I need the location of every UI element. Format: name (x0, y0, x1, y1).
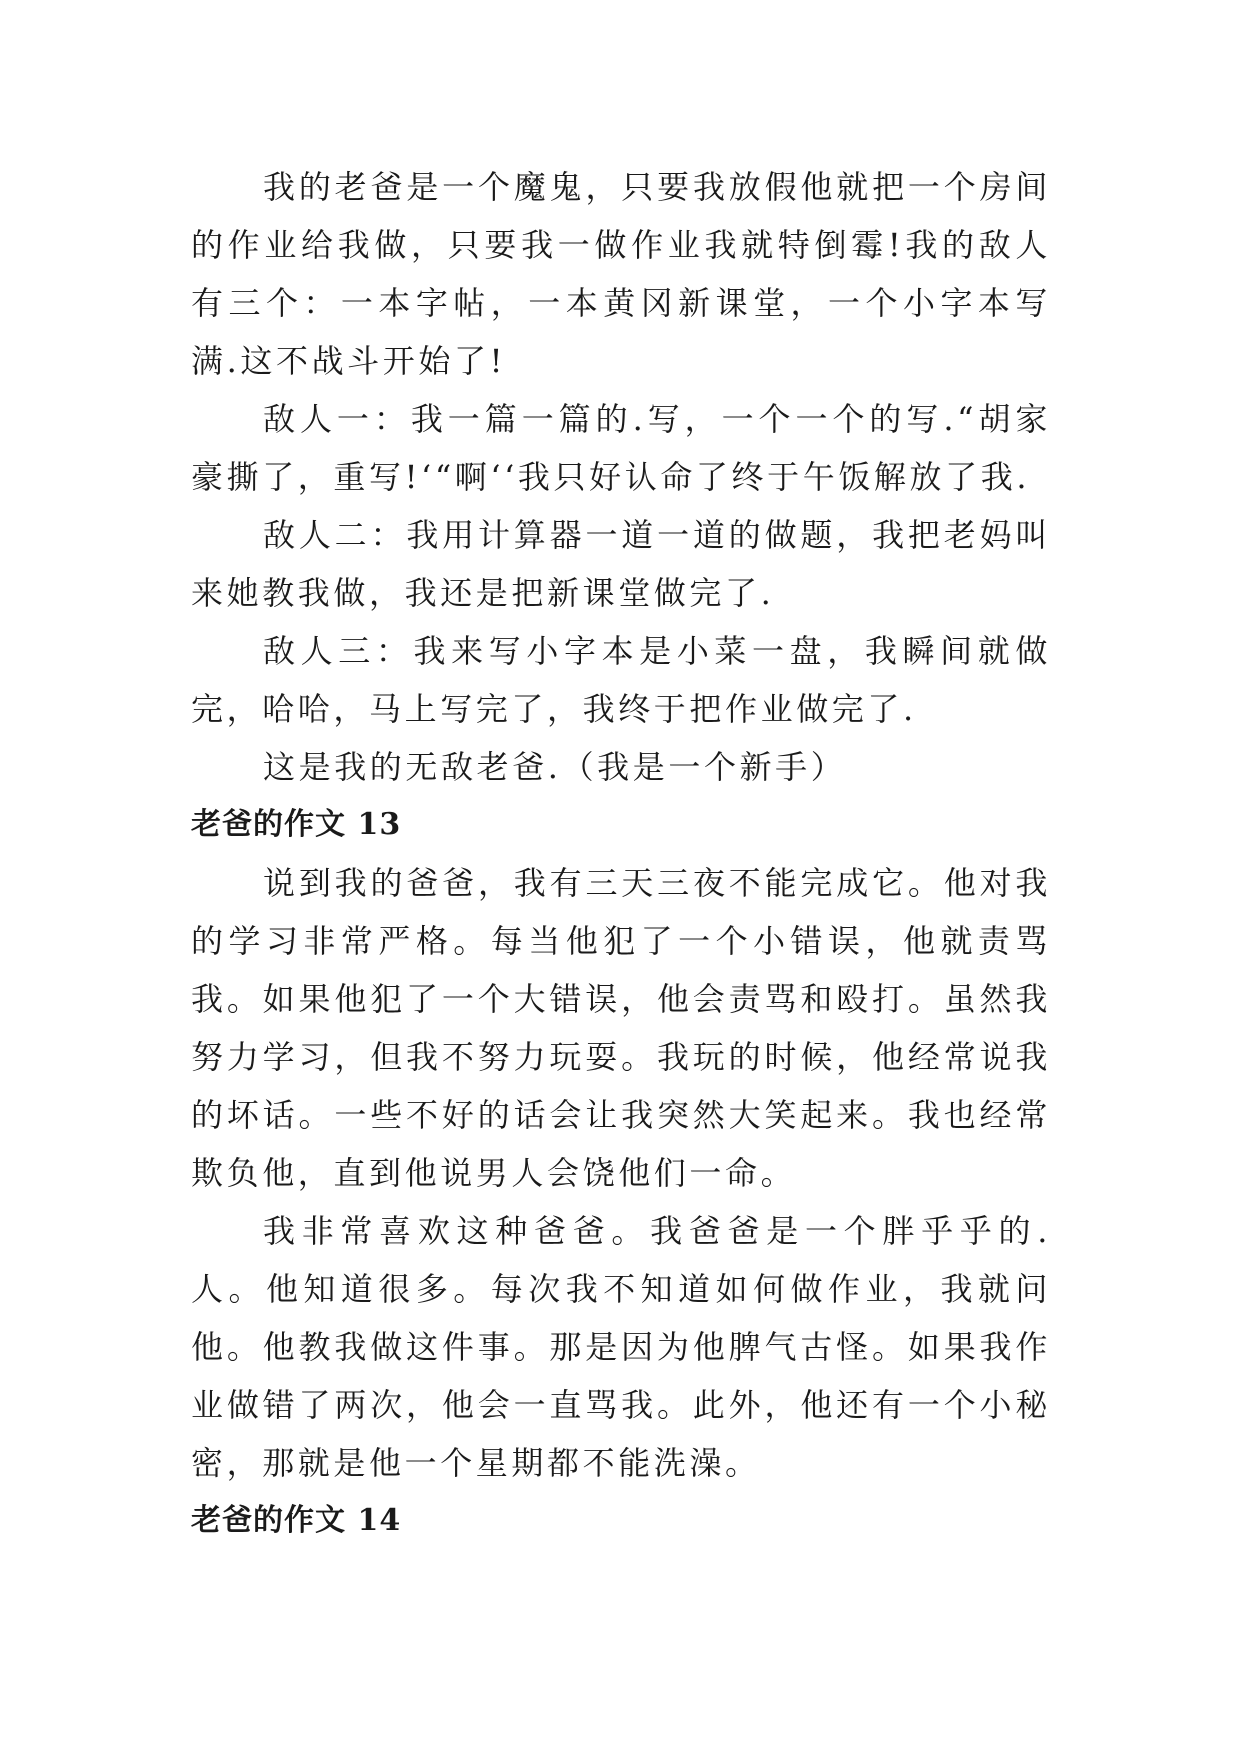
paragraph-enemy-three: 敌人三：我来写小字本是小菜一盘，我瞬间就做完，哈哈，马上写完了，我终于把作业做完了. (191, 632, 1051, 728)
paragraph-enemy-two: 敌人二：我用计算器一道一道的做题，我把老妈叫来她教我做，我还是把新课堂做完了. (191, 516, 1051, 612)
paragraph-conclusion: 这是我的无敌老爸.（我是一个新手） (263, 748, 847, 786)
essay-heading-13: 老爸的作文 13 (191, 807, 402, 842)
paragraph-essay13-part1: 说到我的爸爸，我有三天三夜不能完成它。他对我的学习非常严格。每当他犯了一个小错误，他就责骂我。如果他犯了一个大错误，他会责骂和殴打。虽然我努力学习，但我不努力玩耍。我玩的时候，他经常说我的坏话。一些不好的话会让我突然大笑起来。我也经常欺负他，直到他说男人会饶他们一命。 (191, 864, 1051, 1192)
paragraph-intro: 我的老爸是一个魔鬼，只要我放假他就把一个房间的作业给我做，只要我一做作业我就特倒霉!我的敌人有三个：一本字帖，一本黄冈新课堂，一个小字本写满.这不战斗开始了! (191, 168, 1051, 380)
paragraph-enemy-one: 敌人一：我一篇一篇的.写，一个一个的写.“胡家豪撕了，重写!‘“啊‘‘我只好认命了终于午饭解放了我. (191, 400, 1051, 496)
essay-heading-14: 老爸的作文 14 (191, 1503, 402, 1538)
paragraph-essay13-part2: 我非常喜欢这种爸爸。我爸爸是一个胖乎乎的.人。他知道很多。每次我不知道如何做作业，我就问他。他教我做这件事。那是因为他脾气古怪。如果我作业做错了两次，他会一直骂我。此外，他还有一个小秘密，那就是他一个星期都不能洗澡。 (191, 1212, 1051, 1482)
document-page (191, 158, 1051, 1550)
